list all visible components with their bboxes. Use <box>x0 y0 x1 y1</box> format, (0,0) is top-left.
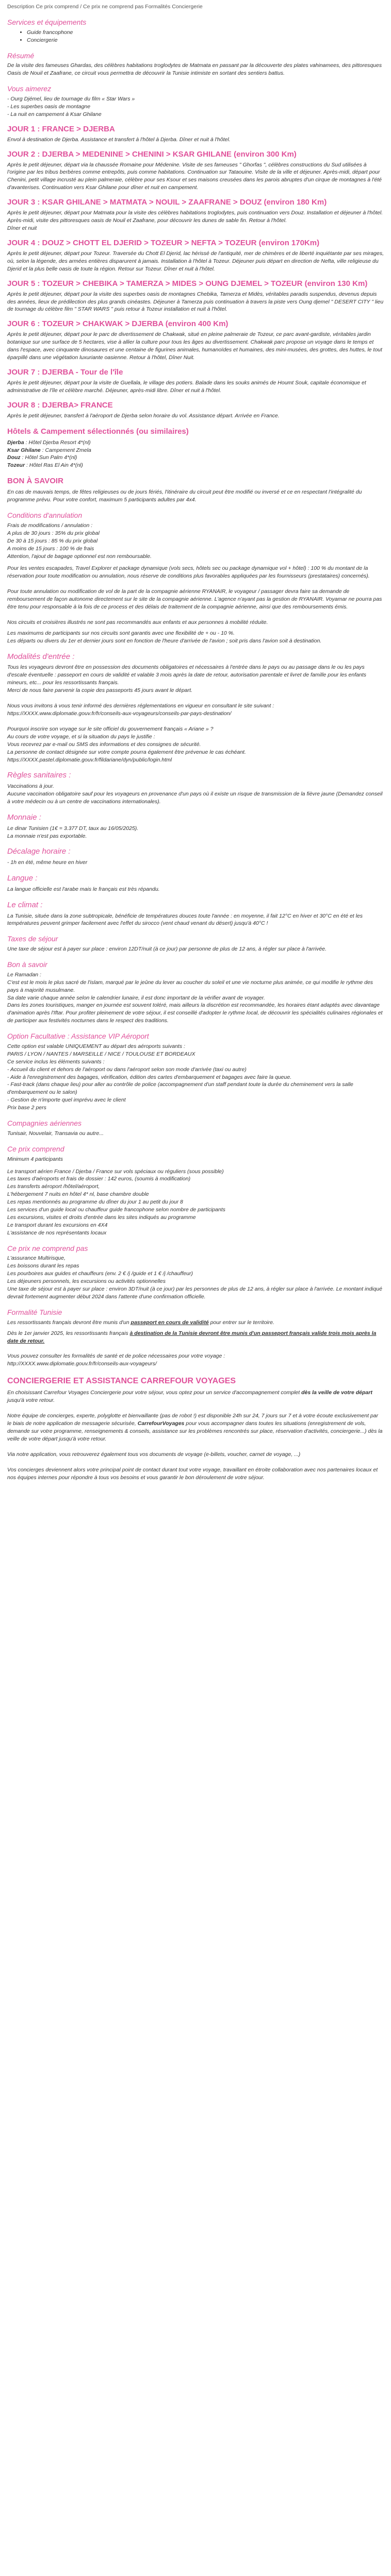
condition-line: A moins de 15 jours : 100 % de frais <box>7 545 94 552</box>
hotel-value: Hôtel Ras El Ain 4*(nl) <box>29 462 83 469</box>
conciergerie-text: Via notre application, vous retrouverez également tous vos documents de voyage (e-billets, voucher, carnet de voyage, ...) <box>7 1451 301 1458</box>
hotel-value: Hôtel Djerba Resort 4*(nl) <box>28 439 91 446</box>
bon-avoir-title: Bon à savoir <box>7 960 47 969</box>
condition-line: A plus de 30 jours : 35% du prix global <box>7 530 100 536</box>
day-extra: Dîner et nuit <box>7 225 37 231</box>
day-title: JOUR 1 : FRANCE > DJERBA <box>7 124 115 133</box>
modalites-title: Modalités d'entrée : <box>7 652 75 661</box>
monnaie-line: Le dinar Tunisien (1€ = 3.377 DT, taux au 16/05/2025). <box>7 825 139 832</box>
taxes-title: Taxes de séjour <box>7 935 58 943</box>
day-title: JOUR 6 : TOZEUR > CHAKWAK > DJERBA (environ 400 Km) <box>7 319 229 329</box>
formalite-title: Formalité Tunisie <box>7 1308 62 1316</box>
condition-paragraph: Nos circuits et croisières illustrés ne sont pas recommandés aux enfants et aux personnes à mobilité réduite. <box>7 619 268 625</box>
list-item: - Ourg Djémel, lieu de tournage du film « Star Wars » <box>7 95 135 102</box>
comprend-line: Les excursions, visites et droits d'entrée dans les sites indiqués au programme <box>7 1214 196 1221</box>
comprend-line: Les transferts aéroport /hôtel/aéroport, <box>7 1183 100 1190</box>
hotel-value: Hôtel Sun Palm 4*(nl) <box>25 454 77 461</box>
list-item: - La nuit en campement à Ksar Ghilane <box>7 111 102 117</box>
option-line: Prix base 2 pers <box>7 1105 46 1111</box>
decalage-text: - 1h en été, même heure en hiver <box>7 859 88 866</box>
compagnies-text: Tunisair, Nouvelair, Transavia ou autre... <box>7 1130 104 1137</box>
option-line: - Aide à l'enregistrement des bagages, vérification, édition des cartes d'embarquement et bagages avec faire la queue. <box>7 1074 292 1080</box>
ne-comprend-line: Une taxe de séjour est à payer sur place : environ 3DT/nuit (à ce jour) par les personnes de plus de 12 ans, à régler sur place à l'arrivée. Le montant indiqué devrait fortement augmenter début 2024 dans l'attente d'une confirmation officielle. <box>7 1286 382 1300</box>
day-text: Après le petit déjeuner, départ pour le parc de divertissement de Chakwak, situé en pleine palmeraie de Tozeur, ce parc avant-gardiste, véritables jardin botanique sur une surface de 5 hectares, vise à allier la culture pour tous les âges au divertissement. Chakwak parc propose un voyage dans le temps et dans l'espace, avec cinquante dinosaures et une centaine de figurines animales, humanoïdes et humaines, des mini-musées, des grottes, des huttes, le tout éparpillé dans une végétation luxuriante oasienne. Retour à l'hôtel, Dîner Nuit. <box>7 331 382 361</box>
comprend-line: Le transport aérien France / Djerba / France sur vols spéciaux ou réguliers (sous possible) <box>7 1168 224 1175</box>
bon-avoir-line: Le Ramadan : <box>7 971 41 978</box>
modalites-line: La personne de contact désignée sur votre compte pourra également être prévenue le cas échéant. <box>7 749 246 755</box>
conciergerie-title: CONCIERGERIE ET ASSISTANCE CARREFOUR VOYAGES <box>7 1377 236 1386</box>
modalites-link[interactable]: https://XXXX.pastel.diplomatie.gouv.fr/fildariane/dyn/public/login.html <box>7 756 172 763</box>
langue-text: La langue officielle est l'arabe mais le français est très répandu. <box>7 886 160 892</box>
ne-comprend-line: L'assurance Multirisque, <box>7 1255 66 1262</box>
conditions-title: Conditions d'annulation <box>7 511 83 520</box>
condition-line: Attention, l'ajout de bagage optionnel est non remboursable. <box>7 553 152 560</box>
day-text: Après le petit déjeuner, départ pour Tozeur. Traversée du Chott El Djerid, lac hérissé de l'antiquité, mer de chimères et de liberté inquiétante par ses mirages, où, selon la légende, des armées entières disparurent à jamais. Installation à l'hôtel à Tozeur. Déjeuner puis départ en direction de Nefta, ville religieuse du Djerid et la plus belle oasis de toute la région. Retour sur Tozeur. Dîner et nuit à l'hôtel. <box>7 250 384 272</box>
formalite-line: Vous pouvez consulter les formalités de santé et de police nécessaires pour votre voyage : <box>7 1353 225 1360</box>
resume-title: Résumé <box>7 51 35 60</box>
hotel-label: Douz <box>7 454 21 461</box>
resume-text: De la visite des fameuses Ghardas, des célèbres habitations troglodytes de Matmata en passant par la découverte des plates vahinamees, des pittoresques Oasis de Nouil et Zaafrane, ce circuit vous permettra de découvrir la Tunisie intimiste en sortant des sentiers battus. <box>7 62 382 77</box>
conciergerie-text: Vos concierges deviennent alors votre principal point de contact durant tout votre voyage, travaillant en étroite collaboration avec nos partenaires locaux et nos équipes internes pour répondre à tous vos besoins et vous garantir le bon déroulement de votre séjour. <box>7 1466 378 1481</box>
taxes-text: Une taxe de séjour est à payer sur place : environ 12DT/nuit (à ce jour) par personne de plus de 12 ans, à régler sur place à l'arrivée. <box>7 946 327 953</box>
compagnies-title: Compagnies aériennes <box>7 1119 82 1128</box>
option-line: Ce service inclus les éléments suivants : <box>7 1058 105 1065</box>
services-title: Services et équipements <box>7 18 87 26</box>
vous-aimerez-title: Vous aimerez <box>7 84 52 93</box>
hotel-item: Djerba : Hôtel Djerba Resort 4*(nl) <box>7 439 91 446</box>
day-text: Après le petit déjeuner, départ pour la visite des superbes oasis de montagnes Chebika, Tamerza et Midès, véritables paradis suspendus, devenus depuis des années, lieux de prédilection des plus grands cinéastes. Déjeuner à Tamerza puis continuation à travers la piste vers Oung djemel " DESERT CITY " lieu de tournage du célèbre film " STAR WARS " puis retour à Tozeur installation et nuit à l'hôtel. <box>7 291 384 313</box>
day-title: JOUR 8 : DJERBA> FRANCE <box>7 400 113 410</box>
hotels-title: Hôtels & Campement sélectionnés (ou similaires) <box>7 427 189 436</box>
list-item: - Les superbes oasis de montagne <box>7 103 91 110</box>
climat-text: La Tunisie, située dans la zone subtropicale, bénéficie de températures douces toute l'année : en moyenne, il fait 12°C en hiver et 30°C en été et les températures peuvent grimper facilement avec l'effet du sirocco (vent chaud venant du désert) jusqu'à 40°C ! <box>7 912 363 927</box>
day-title: JOUR 5 : TOZEUR > CHEBIKA > TAMERZA > MIDES > OUNG DJEMEL > TOZEUR (environ 130 Km) <box>7 279 368 288</box>
option-line: - Gestion de n'importe quel imprévu avec le client <box>7 1097 126 1104</box>
conciergerie-text: En choisissant Carrefour Voyages Conciergerie pour votre séjour, vous optez pour un service d'accompagnement complet dès la veille de votre départ jusqu'à votre retour. <box>7 1389 372 1404</box>
condition-line: De 30 à 15 jours : 85 % du prix global <box>7 537 98 544</box>
option-line: - Fast-track (dans chaque lieu) pour aller au contrôle de police (accompagnement d'un staff pendant toute la durée du cheminement vers la salle d'embarquement ou le salon) <box>7 1081 353 1096</box>
bon-savoir-title: BON À SAVOIR <box>7 477 63 486</box>
decalage-title: Décalage horaire : <box>7 847 71 856</box>
bon-avoir-text: Dans les zones touristiques, manger en journée est souvent toléré, mais ailleurs la discrétion est recommandée, les horaires étant adaptés avec davantage d'animation après l'Iftar. Pour profiter pleinement de votre séjour, il est conseillé d'adopter le rythme local, de découvrir les spécialités culinaires régionales et de participer aux festivités nocturnes dans le respect des traditions. <box>7 1002 383 1024</box>
ne-comprend-line: Les déjeuners personnels, les excursions ou activités optionnelles <box>7 1278 166 1285</box>
comprend-line: Minimum 4 participants <box>7 1156 63 1162</box>
modalites-text: Nous vous invitons à vous tenir informé des dernières réglementations en vigueur en consultant le site suivant : https://XXXX.www.diplomatie.gouv.fr/fr/conseils-aux-voyageurs/conseils-par-pays-destination/ <box>7 703 274 717</box>
option-line: Cette option est valable UNIQUEMENT au départ des aéroports suivants : <box>7 1043 185 1049</box>
bon-savoir-text: En cas de mauvais temps, de fêtes religieuses ou de jours fériés, l'itinéraire du circuit peut être modifié ou inversé et ce en respectant l'intégralité du programme prévu. Pour votre confort, maximum 5 participants adultes par 4x4. <box>7 489 362 503</box>
comprend-line: Le transport durant les excursions en 4X4 <box>7 1222 108 1228</box>
ne-comprend-title: Ce prix ne comprend pas <box>7 1244 88 1252</box>
day-text: Envol à destination de Djerba. Assistance et transfert à l'hôtel à Djerba. Dîner et nuit à l'hôtel. <box>7 136 231 143</box>
modalites-line: Pourquoi inscrire son voyage sur le site officiel du gouvernement français « Ariane » ? <box>7 725 214 732</box>
comprend-line: L'assistance de nos représentants locaux <box>7 1229 107 1236</box>
ne-comprend-line: Les pourboires aux guides et chauffeurs (env. 2 € /j /guide et 1 € /j /chauffeur) <box>7 1270 193 1277</box>
comprend-line: L'hébergement 7 nuits en hôtel 4* nl, base chambre double <box>7 1191 149 1198</box>
sanitaires-title: Règles sanitaires : <box>7 771 71 780</box>
modalites-text: Tous les voyageurs devront être en possession des documents obligatoires et nécessaires à l'entrée dans le pays ou au passage dans le ou les pays d'escale éventuelle : passeport en cours de validité et valable 3 mois après la date de retour, autorisation parentale et livret de famille pour les enfants mineurs, etc... pour les ressortissants français. <box>7 664 366 686</box>
hotel-item: Tozeur : Hôtel Ras El Ain 4*(nl) <box>7 462 83 469</box>
climat-title: Le climat : <box>7 900 43 909</box>
hotel-label: Tozeur <box>7 462 25 469</box>
page-header: Description Ce prix comprend / Ce prix ne comprend pas Formalités Conciergerie <box>7 4 203 10</box>
hotel-item: Douz : Hôtel Sun Palm 4*(nl) <box>7 454 77 461</box>
day-text: Après le petit déjeuner, départ pour la visite de Guellala, le village des potiers. Balade dans les souks animés de Houmt Souk, capitale économique et administrative de l'île et célèbre marché. Déjeuner, après-midi libre. Dîner et nuit à l'hôtel. <box>7 379 366 394</box>
condition-line: Les maximums de participants sur nos circuits sont garantis avec une flexibilité de + ou - 10 %. <box>7 630 235 636</box>
sanitaires-line: Vaccinations à jour. <box>7 783 54 790</box>
modalites-line: Vous recevrez par e-mail ou SMS des informations et des consignes de sécurité. <box>7 741 201 748</box>
modalites-line: Au cours de votre voyage, et si la situation du pays le justifie : <box>7 733 155 740</box>
langue-title: Langue : <box>7 874 38 883</box>
formalite-text: Les ressortissants français devront être munis d'un passeport en cours de validité pour entrer sur le territoire. <box>7 1319 274 1326</box>
day-title: JOUR 4 : DOUZ > CHOTT EL DJERID > TOZEUR > NEFTA > TOZEUR (environ 170Km) <box>7 238 320 247</box>
day-title: JOUR 3 : KSAR GHILANE > MATMATA > NOUIL > ZAAFRANE > DOUZ (environ 180 Km) <box>7 198 327 207</box>
comprend-title: Ce prix comprend <box>7 1144 64 1153</box>
monnaie-title: Monnaie : <box>7 812 41 822</box>
hotel-item: Ksar Ghilane : Campement Zmela <box>7 447 91 453</box>
hotel-value: Campement Zmela <box>45 447 91 453</box>
hotel-label: Djerba <box>7 439 24 446</box>
modalites-text: Merci de nous faire parvenir la copie des passeports 45 jours avant le départ. <box>7 687 192 694</box>
formalite-text: Dès le 1er janvier 2025, les ressortissants français à destination de la Tunisie devront être munis d'un passeport français valide trois mois après la date de retour. <box>7 1330 377 1344</box>
comprend-line: Les services d'un guide local ou chauffeur guide francophone selon nombre de participants <box>7 1207 225 1213</box>
condition-line: Frais de modifications / annulation : <box>7 522 93 529</box>
comprend-line: Les repas mentionnés au programme du dîner du jour 1 au petit du jour 8 <box>7 1199 183 1206</box>
list-item: • Guide francophone <box>27 29 384 37</box>
day-text: Après le petit déjeuner, départ pour Matmata pour la visite des célèbres habitations troglodytes, puis continuation vers Douz. Installation et déjeuner à l'hôtel. Après-midi, visite des pittoresques oasis de Nouil et Zaafrane, pour découvrir les dunes de sable fin. Retour à l'hôtel. <box>7 210 383 224</box>
day-title: JOUR 7 : DJERBA - Tour de l'île <box>7 367 123 377</box>
condition-line: Les départs ou divers du 1er et dernier jours sont en fonction de l'heure d'arrivée de l'avion ; soit pris dans l'avion soit à destination. <box>7 637 322 644</box>
condition-paragraph: Pour toute annulation ou modification de vol de la part de la compagnie aérienne RYANAIR, le voyageur / passager devra faire sa demande de remboursement de façon autonome directement sur le site de la compagnie aérienne. L'agence n'ayant pas la gestion de RYANAIR. Voyamar ne pourra pas être tenu pour responsable à la fois de ce process et des délais de traitement de la compagnie aérienne, ainsi que des remboursements émis. <box>7 588 382 611</box>
day-title: JOUR 2 : DJERBA > MEDENINE > CHENINI > KSAR GHILANE (environ 300 Km) <box>7 149 297 159</box>
monnaie-line: La monnaie n'est pas exportable. <box>7 833 87 839</box>
formalite-link[interactable]: http://XXXX.www.diplomatie.gouv.fr/fr/conseils-aux-voyageurs/ <box>7 1361 157 1367</box>
bon-avoir-text: Sa date varie chaque année selon le calendrier lunaire, il est donc important de la vérifier avant de voyager. <box>7 994 265 1001</box>
services-list <box>7 29 384 44</box>
list-item: • Conciergerie <box>27 37 384 44</box>
comprend-line: Les taxes d'aéroports et frais de dossier : 142 euros, (soumis à modification) <box>7 1176 191 1182</box>
sanitaires-line: Aucune vaccination obligatoire sauf pour les voyageurs en provenance d'un pays où il existe un risque de transmission de la fièvre jaune (Demandez conseil à votre médecin ou à un centre de vaccinations internationales). <box>7 791 383 805</box>
condition-paragraph: Pour les ventes escapades, Travel Explorer et package dynamique (vols secs, hôtels sec ou package dynamique vol + hôtel) : 100 % du montant de la réservation pour toute modification ou annulation, nous réserve de conditions plus favorables appliquées par les fournisseurs (prestataires) concernés). <box>7 565 370 580</box>
option-line: - Accueil du client et dehors de l'aéroport ou dans l'aéroport selon son mode d'arrivée (taxi ou autre) <box>7 1066 247 1073</box>
day-text: Après le petit déjeuner, transfert à l'aéroport de Djerba selon horaire du vol. Assistance départ. Arrivée en France. <box>7 412 280 419</box>
bon-avoir-text: C'est est le mois le plus sacré de l'islam, marqué par le jeûne du lever au coucher du soleil et une vie nocturne plus animée, ce qui modifie le rythme des pays à majorité musulmane. <box>7 979 373 993</box>
day-text: Après le petit déjeuner, départ via la chaussée Romaine pour Médenine. Visite de ses fameuses " Ghorfas ", célèbres constructions du Sud utilisées à l'origine par les tribus berbères comme entrepôts, puis comme habitations. Continuation sur Tataouine. Visite de la ville et déjeuner. Après-midi, départ pour Chenini, petit village incrusté au plein palmeraie, célèbre pour ses Ksour et ses maisons creusées dans les parois abruptes d'un cirque de montagnes à l'été d'avanterises. Continuation vers Ksar Ghilane pour dîner et nuit en campement. <box>7 161 382 191</box>
option-line: PARIS / LYON / NANTES / MARSEILLE / NICE / TOULOUSE ET BORDEAUX <box>7 1050 196 1057</box>
ne-comprend-line: Les boissons durant les repas <box>7 1263 79 1269</box>
conciergerie-text: Notre équipe de concierges, experte, polyglotte et bienvaillante (pas de robot !) est disponible 24h sur 24, 7 jours sur 7 et à votre écoute exclusivement par le biais de notre application de messagerie sécurisée, CarrefourVoyages pour vous accompagner dans toutes les situations (enregistrement de vols, demande sur votre programme, renseignements & conseils, assistance sur les problèmes rencontrés sur place, réservation d'activités, conciergerie...) dès la veille de votre départ jusqu'à votre retour. <box>7 1413 383 1442</box>
hotel-label: Ksar Ghilane <box>7 447 41 453</box>
option-title: Option Facultative : Assistance VIP Aéroport <box>7 1032 149 1041</box>
